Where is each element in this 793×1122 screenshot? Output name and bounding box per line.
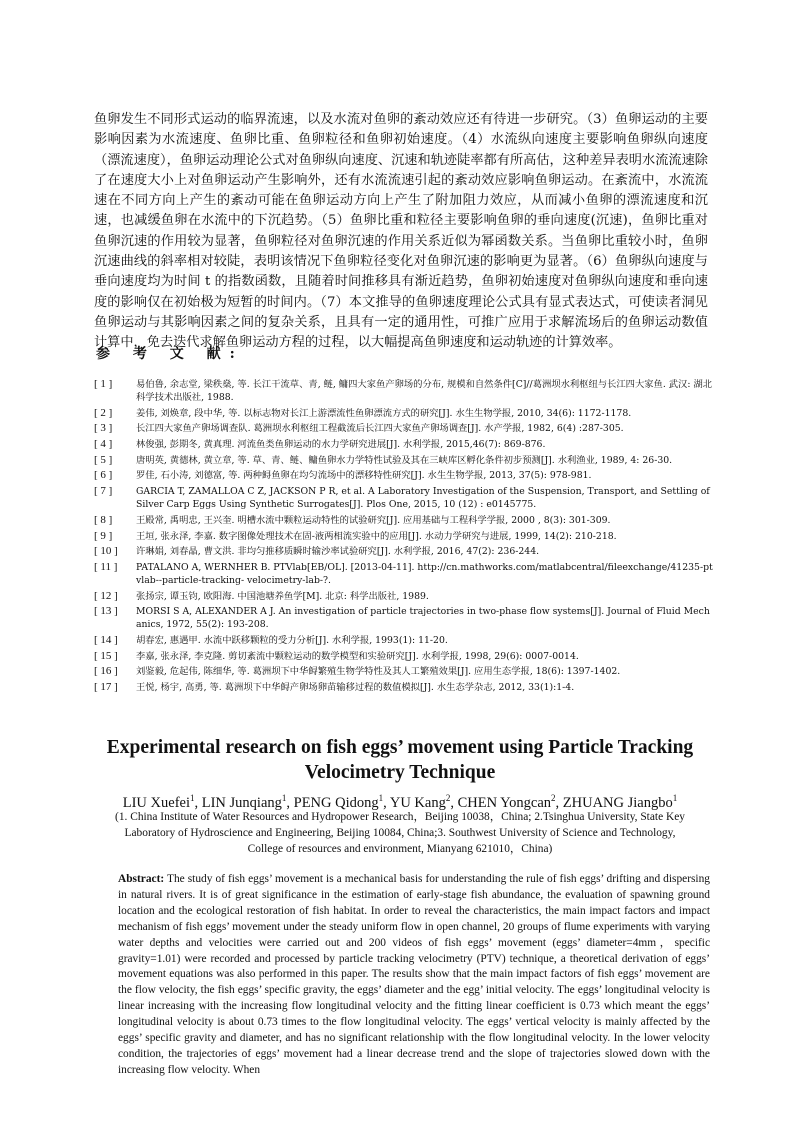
reference-item — [94, 407, 714, 420]
reference-text: 许琳娟, 刘春晶, 曹文洪. 非均匀推移质瞬时输沙率试验研究[J]. 水利学报, 2016, 47(2): 236-244. — [136, 546, 540, 558]
reference-item — [94, 650, 714, 663]
reference-text: MORSI S A, ALEXANDER A J. An investigation of particle trajectories in two-phase flow systems[J]. Journal of Fluid Mechanics, 1972, 55(2): 193-208. — [136, 606, 710, 631]
reference-item — [94, 634, 714, 647]
reference-number: [ 9 ] — [94, 529, 113, 542]
author-name: YU Kang — [389, 794, 446, 811]
english-title: Experimental research on fish eggs’ movement using Particle Tracking Velocimetry Technique — [106, 737, 694, 783]
affiliations: (1. China Institute of Water Resources and Hydropower Research，Beijing 10038，China; 2.Tsinghua University, State Key Laboratory of Hydroscience and Engineering, Beijing 10084, China;3. Southwest University of Science and Technology, College of resources and environment, Mianyang 621010，China) — [115, 811, 685, 855]
reference-number: [ 14 ] — [94, 633, 118, 646]
reference-number: [ 2 ] — [94, 406, 113, 419]
conclusion-paragraph: 鱼卵发生不同形式运动的临界流速，以及水流对鱼卵的紊动效应还有待进一步研究。（3）鱼卵运动的主要影响因素为水流速度、鱼卵比重、鱼卵粒径和鱼卵初始速度。（4）水流纵向速度主要影响鱼卵纵向速度（漂流速度），鱼卵运动理论公式对鱼卵纵向速度、沉速和轨迹陡率都有所高估，这种差异表明水流流速除了在速度大小上对鱼卵运动产生影响外，还有水流流速引起的紊动效应影响鱼卵运动。在紊流中，水流流速在不同方向上产生的紊动可能在鱼卵运动方向上产生了附加阻力效应，从而减小鱼卵的漂流速度和沉速，也减缓鱼卵在水流中的下沉趋势。（5）鱼卵比重和粒径主要影响鱼卵的垂向速度(沉速)，鱼卵比重对鱼卵沉速的作用较为显著，鱼卵粒径对鱼卵沉速的作用关系近似为幂函数关系。当鱼卵比重较小时，鱼卵沉速曲线的斜率相对较陡，表明该情况下鱼卵粒径变化对鱼卵沉速的影响更为显著。（6）鱼卵纵向速度与垂向速度均为时间 t 的指数函数，且随着时间推移具有渐近趋势，鱼卵初始速度对鱼卵纵向速度和垂向速度的影响仅在初始极为短暂的时间内。（7）本文推导的鱼卵速度理论公式具有显式表达式，可使读者洞见鱼卵运动与其影响因素之间的复杂关系，且具有一定的通用性，可推广应用于求解流场后的鱼卵运动数值计算中，免去迭代求解鱼卵运动方程的过程，以大幅提高鱼卵速度和运动轨迹的计算效率。 — [94, 112, 708, 351]
author-affiliation-mark: 2 — [445, 793, 451, 803]
author-name: CHEN Yongcan — [457, 794, 552, 811]
author-affiliation-mark: 2 — [551, 793, 556, 803]
author-affiliation-mark: 1 — [281, 793, 287, 803]
reference-text: 林俊强, 彭期冬, 黄真理. 河流鱼类鱼卵运动的水力学研究进展[J]. 水利学报, 2015,46(7): 869-876. — [136, 439, 546, 451]
reference-text: 长江四大家鱼产卵场调查队. 葛洲坝水利枢纽工程截流后长江四大家鱼产卵场调查[J]. 水产学报, 1982, 6(4) :287-305. — [136, 423, 624, 435]
reference-number: [ 4 ] — [94, 438, 113, 451]
author-affiliation-mark: 1 — [378, 793, 384, 803]
author-name: ZHUANG Jiangbo — [562, 794, 673, 811]
reference-number: [ 10 ] — [94, 545, 118, 558]
reference-text: 刘鉴毅, 危起伟, 陈细华, 等. 葛洲坝下中华鲟繁殖生物学特性及其人工繁殖效果[J]. 应用生态学报, 18(6): 1397-1402. — [136, 666, 621, 678]
reference-text: 张扬宗, 谭玉钧, 欧阳海. 中国池塘养鱼学[M]. 北京: 科学出版社, 1989. — [136, 590, 429, 602]
reference-number: [ 3 ] — [94, 422, 113, 435]
reference-number: [ 16 ] — [94, 665, 118, 678]
reference-number: [ 1 ] — [94, 378, 113, 390]
reference-item — [94, 422, 714, 435]
author-affiliation-mark: 1 — [189, 793, 195, 803]
reference-item — [94, 665, 714, 678]
reference-text: 易伯鲁, 余志堂, 梁秩燊, 等. 长江干流草、青, 鲢, 鳙四大家鱼产卵场的分布, 规模和自然条件[C]//葛洲坝水利枢纽与长江四大家鱼. 武汉: 湖北科学技术出版社, 1988. — [136, 379, 713, 403]
reference-text: 王悦, 杨宇, 高勇, 等. 葛洲坝下中华鲟产卵场卵苗输移过程的数值模拟[J]. 水生态学杂志, 2012, 33(1):1-4. — [136, 682, 575, 693]
reference-number: [ 13 ] — [94, 605, 118, 618]
abstract-label: Abstract: — [118, 873, 165, 885]
reference-text: 王殿常, 禹明忠, 王兴奎. 明槽水流中颗粒运动特性的试验研究[J]. 应用基础与工程科学学报, 2000 , 8(3): 301-309. — [136, 514, 611, 526]
english-abstract — [118, 872, 710, 1079]
abstract-body: The study of fish eggs’ movement is a mechanical basis for understanding the rule of fish eggs’ drifting and dispersing in natural rivers. It is of great significance in the estimation of early-stage fish abundance, the evaluation of spawning ground location and the ecological restoration of fish habitat. In order to reveal the characteristics, the main impact factors and impact mechanism of fish eggs’ movement under the steady uniform flow in open channel, 20 groups of flume experiments with varying water depths and velocities were carried out and 200 videos of fish eggs’ movement (eggs’ diameter=4mm，specific gravity=1.01) were recorded and processed by particle tracking velocimetry (PTV) technique, a theoretical derivation of eggs’ movement equations was also performed in this paper. The results show that the main impact factors of fish eggs’ movement are the flow velocity, the fish eggs’ specific gravity, the eggs’ diameter and the egg’ initial velocity. The eggs’ longitudinal velocity is linear increasing with the increasing flow longitudinal velocity and the fitting linear coefficient is 0.73 which meant the eggs’ longitudinal velocity is about 0.73 times to the flow longitudinal velocity. The eggs’ vertical velocity is mainly affected by the eggs’ specific gravity and diameter, and has no significant relationship with the flow longitudinal velocity. In the lower velocity condition, the trajectories of eggs’ movement had a linear decrease trend and the slope of trajectories slowed down with the increasing flow velocity. When — [118, 873, 710, 1076]
reference-item — [94, 561, 714, 587]
author-name: LIU Xuefei — [122, 794, 190, 811]
references-list — [94, 378, 714, 697]
author-list: LIU Xuefei$^1$, LIN Junqiang$^1$, PENG Qidong$^1$, YU Kang$^2$, CHEN Yongcan$^2$, ZHUANG Jiangbo$^1$ — [122, 793, 678, 811]
references-heading: 参 考 文 献: — [96, 346, 244, 362]
reference-item — [94, 681, 714, 694]
reference-number: [ 11 ] — [94, 560, 118, 573]
reference-text: PATALANO A, WERNHER B. PTVlab[EB/OL]. [2013-04-11]. http://cn.mathworks.com/matlabcentral/fileexchange/41235-ptvlab--particle-tracking- velocimetry-lab-?. — [136, 561, 713, 586]
reference-text: 胡春宏, 惠遇甲. 水流中跃移颗粒的受力分析[J]. 水利学报, 1993(1): 11-20. — [136, 634, 448, 646]
reference-number: [ 12 ] — [94, 589, 118, 602]
author-name: LIN Junqiang — [201, 794, 282, 811]
reference-item — [94, 545, 714, 558]
reference-number: [ 5 ] — [94, 453, 113, 466]
reference-number: [ 7 ] — [94, 485, 113, 498]
reference-number: [ 8 ] — [94, 513, 113, 526]
reference-item — [94, 438, 714, 451]
reference-item — [94, 590, 714, 603]
reference-item — [94, 454, 714, 467]
reference-text: 李嘉, 张永泽, 李克隆. 剪切紊流中颗粒运动的数学模型和实验研究[J]. 水利学报, 1998, 29(6): 0007-0014. — [136, 650, 579, 662]
author-name: PENG Qidong — [293, 794, 379, 811]
reference-item — [94, 530, 714, 543]
reference-text: 王垣, 张永泽, 李嘉. 数字图像处理技术在固-液两相流实验中的应用[J]. 水动力学研究与进展, 1999, 14(2): 210-218. — [136, 530, 617, 542]
author-affiliation-mark: 1 — [672, 793, 678, 803]
reference-item — [94, 469, 714, 482]
reference-text: 姜伟, 刘焕章, 段中华, 等. 以标志物对长江上游漂流性鱼卵漂流方式的研究[J]. 水生生物学报, 2010, 34(6): 1172-1178. — [136, 407, 632, 419]
reference-item — [94, 378, 714, 404]
reference-number: [ 6 ] — [94, 469, 113, 482]
reference-item — [94, 485, 714, 511]
reference-text: GARCIA T, ZAMALLOA C Z, JACKSON P R, et al. A Laboratory Investigation of the Suspension, Transport, and Settling of Silver Carp Eggs Using Synthetic Surrogates[J]. Plos One, 2015, 10 (12) : e0145775. — [136, 486, 710, 511]
reference-number: [ 17 ] — [94, 681, 118, 693]
reference-item — [94, 514, 714, 527]
reference-text: 罗佳, 石小涛, 刘德富, 等. 两种鲟鱼卵在均匀流场中的漂移特性研究[J]. 水生生物学报, 2013, 37(5): 978-981. — [136, 470, 592, 482]
reference-item — [94, 605, 714, 631]
reference-number: [ 15 ] — [94, 649, 118, 662]
reference-text: 唐明英, 黄德林, 黄立章, 等. 草、青、鲢、鳙鱼卵水力学特性试验及其在三峡库区孵化条件初步预测[J]. 水利渔业, 1989, 4: 26-30. — [136, 454, 673, 466]
